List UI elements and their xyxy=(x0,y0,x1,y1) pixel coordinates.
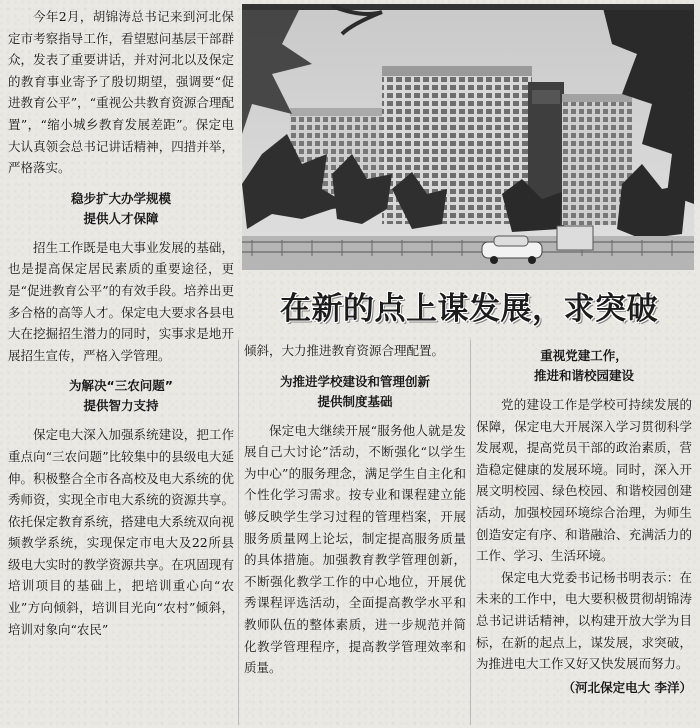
section-title-enrollment: 稳步扩大办学规模 提供人才保障 xyxy=(70,190,171,226)
left-column xyxy=(8,6,234,640)
campus-building-photo xyxy=(242,4,694,270)
building-photo-icon xyxy=(242,4,694,270)
three-rural-paragraph: 保定电大深入加强系统建设，把工作重点向“三农问题”比较集中的县级电大延伸。积极整合全市各高校及电大系统的优秀师资，实现全市电大系统的资源共享。依托保定教育系统，搭建电大系统双向视频教学系统，实现保定市电大及22所县级电大实时的教学资源共享。在巩固现有培训项目的基础上，把培训重心向“农业”方向倾斜，培训目光向“农村”倾斜，培训对象向“农民” xyxy=(8,427,234,637)
continuation-paragraph: 倾斜，大力推进教育资源合理配置。 xyxy=(244,343,445,358)
party-paragraph: 党的建设工作是学校可持续发展的保障，保定电大开展深入学习贯彻科学发展观，提高党员干部的政治素质，营造稳定健康的发展环境。同时，深入开展文明校园、绿色校园、和谐校园创建活动，加强校园环境综合治理，为师生创造安定有序、和谐融洽、充满活力的工作、学习、生活环境。 xyxy=(476,397,692,564)
management-paragraph: 保定电大继续开展“服务他人就是发展自己大讨论”活动，不断强化“以学生为中心”的服务理念，满足学生自主化和个性化学习需求。按专业和课程建立能够反映学生学习过程的管理档案，开展服务质量网上论坛，制定提高服务质量的具体措施。加强教育教学管理创新，不断强化教学工作的中心地位，开展优秀课程评选活动，全面提高教学水平和教师队伍的整体素质，进一步规范并简化教学管理程序，提高教学管理效率和质量。 xyxy=(244,422,466,676)
secretary-paragraph: 保定电大党委书记杨书明表示：在未来的工作中，电大要积极贯彻胡锦涛总书记讲话精神，以构建开放大学为目标，在新的起点上，谋发展，求突破，为推进电大工作又好又快发展而努力。 xyxy=(476,569,692,672)
section-title-management: 为推进学校建设和管理创新 提供制度基础 xyxy=(279,373,430,409)
middle-column xyxy=(244,340,466,679)
byline: （河北保定电大 李洋） xyxy=(562,679,692,695)
enrollment-paragraph: 招生工作既是电大事业发展的基础，也是提高保定居民素质的重要途径，更是“促进教育公平”的有效手段。培养出更多合格的高等人才。保定电大要求各县电大在挖掘招生潜力的同时，实事求是地开展招生宣传，严格入学管理。 xyxy=(8,239,234,363)
section-title-party: 重视党建工作， 推进和谐校园建设 xyxy=(533,348,634,383)
column-divider xyxy=(238,340,239,725)
right-column xyxy=(476,346,692,698)
intro-paragraph: 今年2月，胡锦涛总书记来到河北保定市考察指导工作，看望慰问基层干部群众，发表了重要讲话，并对河北以及保定的教育事业寄予了殷切期望，强调要“促进教育公平”，“重视公共教育资源合理配置”，“缩小城乡教育发展差距”。保定电大认真领会总书记讲话精神，四措并举，严格落实。 xyxy=(8,9,234,176)
column-divider xyxy=(470,340,471,725)
headline: 在新的点上谋发展，求突破 xyxy=(280,290,658,327)
section-title-three-rural: 为解决“三农问题” 提供智力支持 xyxy=(69,378,173,414)
